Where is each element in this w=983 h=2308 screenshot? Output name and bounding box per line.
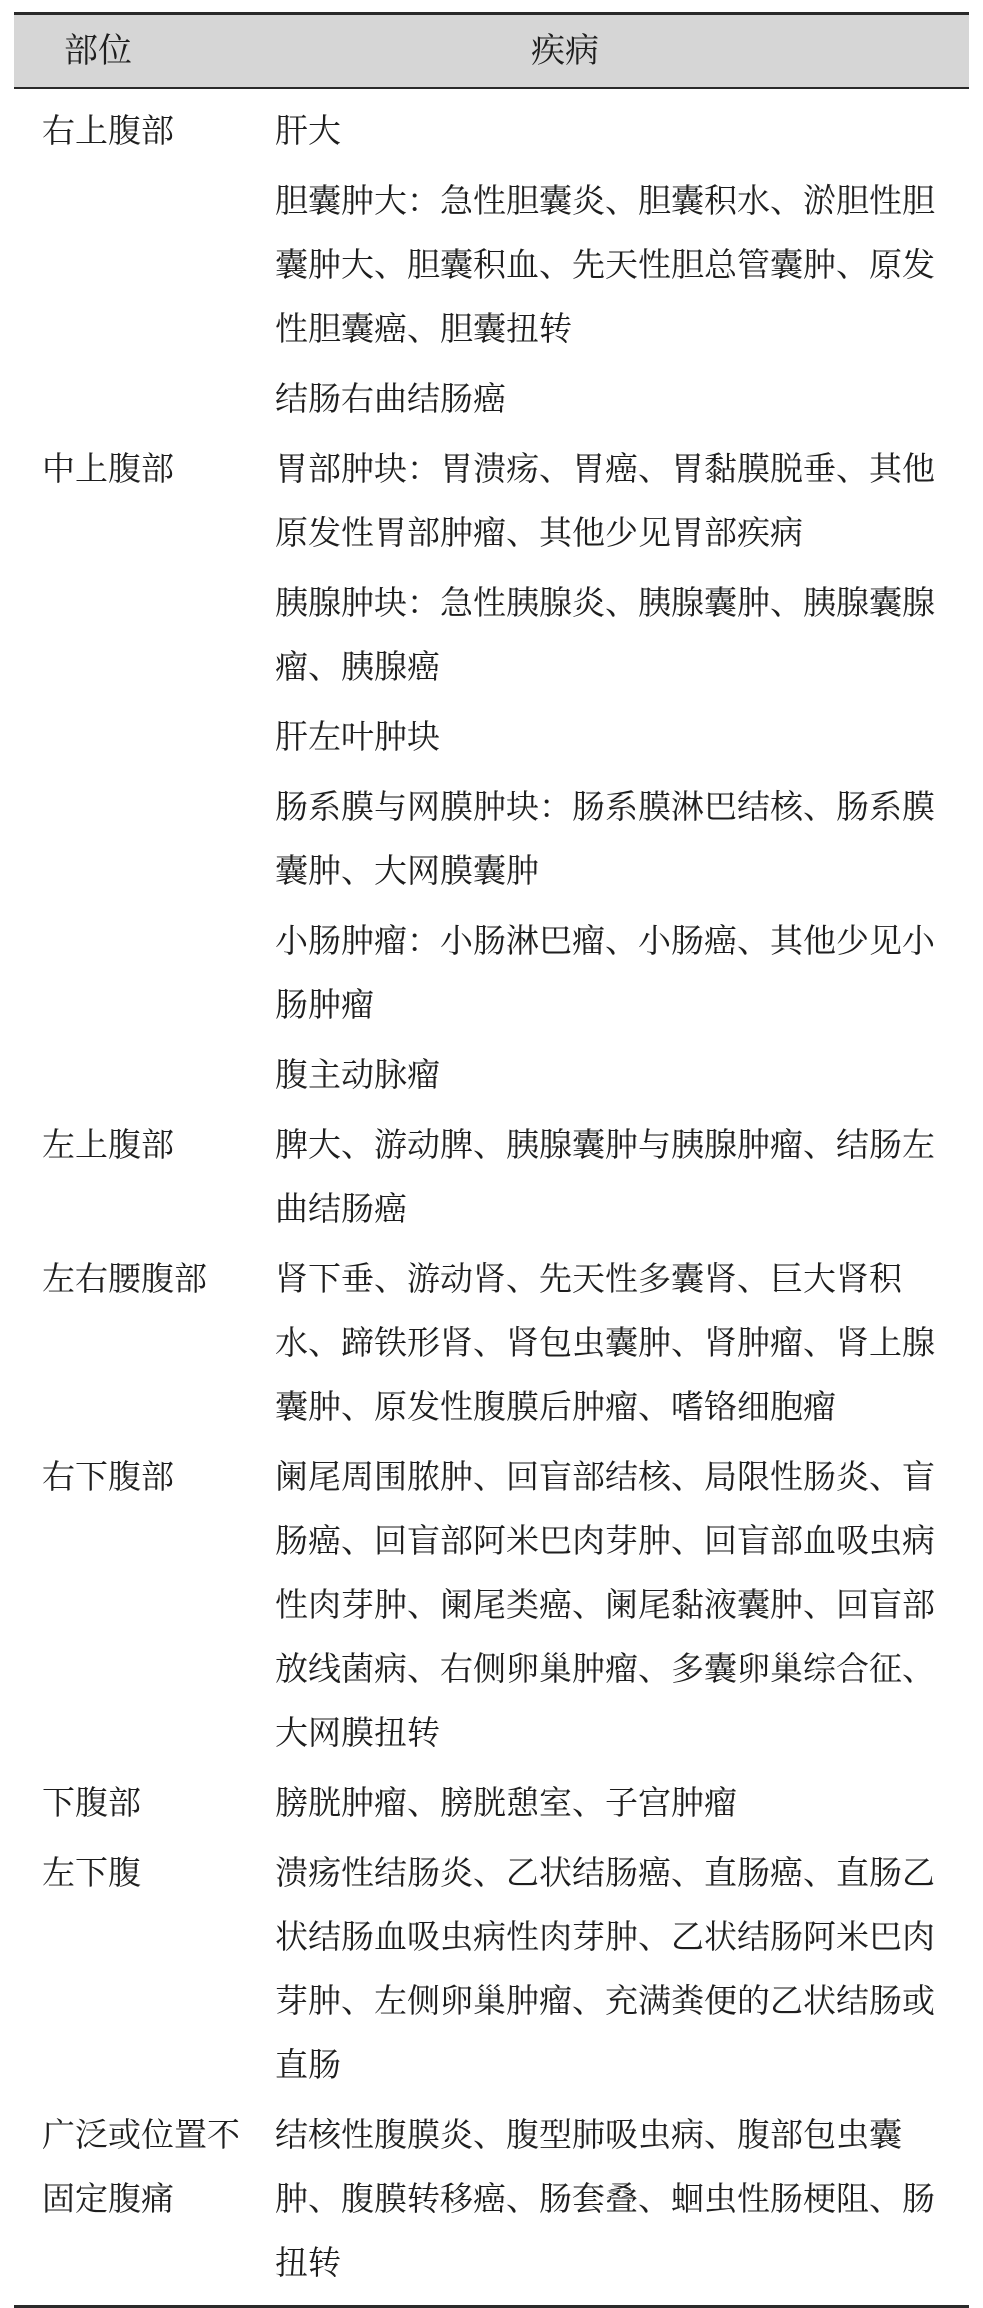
- disease-entry: 阑尾周围脓肿、回盲部结核、局限性肠炎、盲肠癌、回盲部阿米巴肉芽肿、回盲部血吸虫病性肉芽肿、阑尾类癌、阑尾黏液囊肿、回盲部放线菌病、右侧卵巢肿瘤、多囊卵巢综合征、大网膜扭转: [275, 1457, 935, 1752]
- disease-entry: 肝大: [275, 111, 341, 150]
- row-disease-cell: [275, 99, 969, 437]
- disease-entry: 脾大、游动脾、胰腺囊肿与胰腺肿瘤、结肠左曲结肠癌: [275, 1125, 935, 1228]
- disease-entry: 胆囊肿大：急性胆囊炎、胆囊积水、淤胆性胆囊肿大、胆囊积血、先天性胆总管囊肿、原发性胆囊癌、胆囊扭转: [275, 181, 935, 348]
- row-part-label: 右下腹部: [42, 1457, 174, 1496]
- row-part-label: 左右腰腹部: [42, 1259, 207, 1298]
- row-part-label: 左下腹: [42, 1853, 141, 1892]
- disease-entry: 结核性腹膜炎、腹型肺吸虫病、腹部包虫囊肿、腹膜转移癌、肠套叠、蛔虫性肠梗阻、肠扭转: [275, 2115, 935, 2282]
- table-row: [14, 2103, 969, 2301]
- row-part-cell: [14, 1113, 275, 1177]
- row-disease-cell: [275, 1771, 969, 1841]
- row-part-cell: [14, 1247, 275, 1311]
- disease-entry: 结肠右曲结肠癌: [275, 379, 506, 418]
- table-row: [14, 1841, 969, 2103]
- header-disease: 疾病: [531, 31, 599, 71]
- row-part-cell: [14, 2103, 275, 2231]
- disease-entry: 胃部肿块：胃溃疡、胃癌、胃黏膜脱垂、其他原发性胃部肿瘤、其他少见胃部疾病: [275, 449, 935, 552]
- table-row: [14, 1113, 969, 1247]
- disease-entry: 膀胱肿瘤、膀胱憩室、子宫肿瘤: [275, 1783, 737, 1822]
- disease-entry: 肾下垂、游动肾、先天性多囊肾、巨大肾积水、蹄铁形肾、肾包虫囊肿、肾肿瘤、肾上腺囊肿、原发性腹膜后肿瘤、嗜铬细胞瘤: [275, 1259, 935, 1426]
- row-part-cell: [14, 1841, 275, 1905]
- row-disease-cell: [275, 1445, 969, 1771]
- row-part-label: 中上腹部: [42, 449, 174, 488]
- table-row: [14, 437, 969, 1113]
- row-disease-cell: [275, 2103, 969, 2301]
- row-disease-cell: [275, 437, 969, 1113]
- table-row: [14, 1247, 969, 1445]
- row-part-label: 广泛或位置不固定腹痛: [42, 2115, 240, 2218]
- disease-location-table: [14, 12, 969, 2308]
- table-row: [14, 1771, 969, 1841]
- row-part-label: 右上腹部: [42, 111, 174, 150]
- disease-entry: 溃疡性结肠炎、乙状结肠癌、直肠癌、直肠乙状结肠血吸虫病性肉芽肿、乙状结肠阿米巴肉芽肿、左侧卵巢肿瘤、充满粪便的乙状结肠或直肠: [275, 1853, 935, 2084]
- disease-entry: 肠系膜与网膜肿块：肠系膜淋巴结核、肠系膜囊肿、大网膜囊肿: [275, 787, 935, 890]
- disease-entry: 胰腺肿块：急性胰腺炎、胰腺囊肿、胰腺囊腺瘤、胰腺癌: [275, 583, 935, 686]
- row-part-label: 下腹部: [42, 1783, 141, 1822]
- row-part-label: 左上腹部: [42, 1125, 174, 1164]
- table-row: [14, 99, 969, 437]
- table-row: [14, 1445, 969, 1771]
- row-part-cell: [14, 1445, 275, 1509]
- row-disease-cell: [275, 1841, 969, 2103]
- row-part-cell: [14, 437, 275, 501]
- row-part-cell: [14, 99, 275, 163]
- header-part: 部位: [64, 31, 132, 71]
- table-body: [14, 89, 969, 2301]
- disease-entry: 小肠肿瘤：小肠淋巴瘤、小肠癌、其他少见小肠肿瘤: [275, 921, 935, 1024]
- disease-entry: 腹主动脉瘤: [275, 1055, 440, 1094]
- row-disease-cell: [275, 1247, 969, 1445]
- row-part-cell: [14, 1771, 275, 1835]
- row-disease-cell: [275, 1113, 969, 1247]
- table-header: [14, 15, 969, 87]
- disease-entry: 肝左叶肿块: [275, 717, 440, 756]
